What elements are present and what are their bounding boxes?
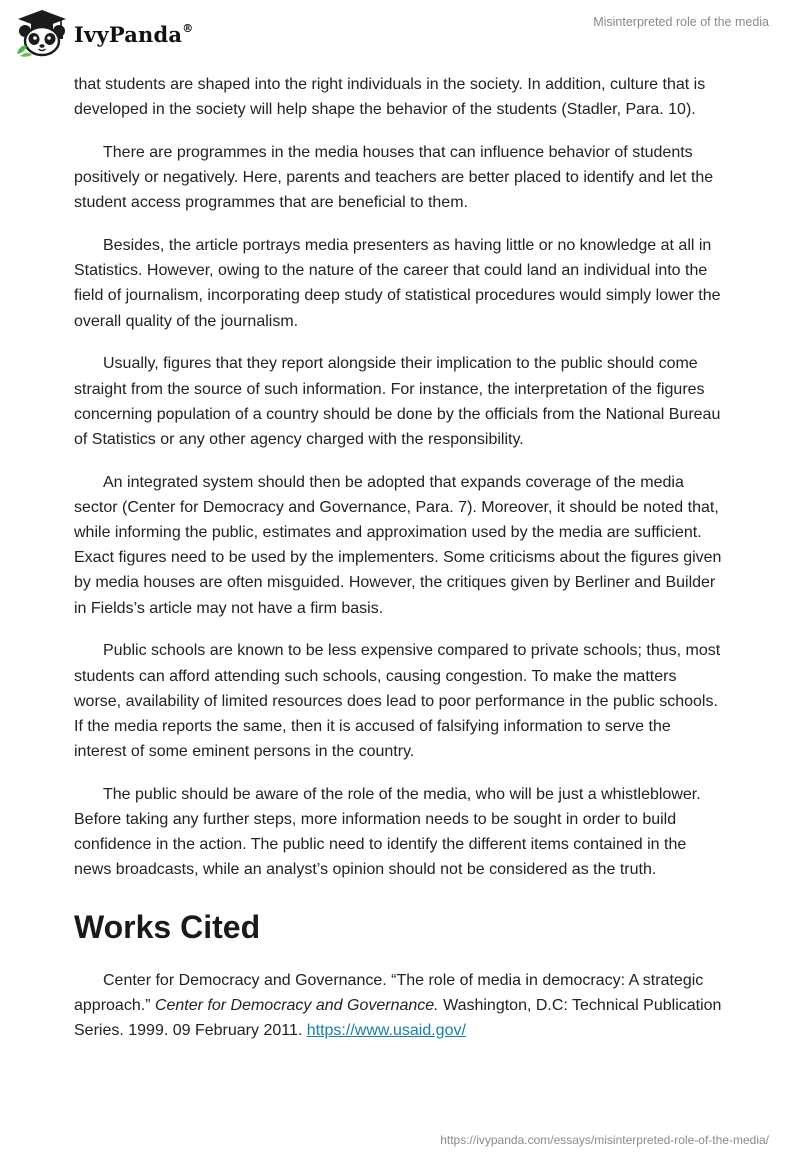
- citation-text-1: Center for Democracy and Governance. “The role of media in democracy: A strategic approach.”: [74, 971, 704, 1014]
- citation-link[interactable]: https://www.usaid.gov/: [306, 1022, 466, 1040]
- citation-text-2: Washington, D.C: Technical Publication Series. 1999. 09 February 2011.: [74, 996, 722, 1040]
- header-page-title: Misinterpreted role of the media: [593, 15, 769, 29]
- works-cited-heading: Works Cited: [74, 908, 261, 945]
- site-logo[interactable]: [14, 8, 193, 58]
- paragraph-6: Public schools are known to be less expensive compared to private schools; thus, most students can afford attending such schools, causing congestion. To make the matters worse, availability of limited resources does lead to poor performance in the public schools. If the media reports the same, then it is accused of falsifying information to serve the interest of some eminent persons in the country.: [74, 642, 721, 761]
- article-body: [74, 72, 724, 1043]
- paragraph-7: The public should be aware of the role of the media, who will be just a whistleblower. Before taking any further steps, more information needs to be sought in order to build confidence in the action. The public need to identify the different items contained in the news broadcasts, while an analyst’s opinion should not be considered as the truth.: [74, 785, 701, 879]
- paragraph-1: that students are shaped into the right individuals in the society. In addition, culture that is developed in the society will help shape the behavior of the students (Stadler, Para. 10).: [74, 76, 706, 119]
- paragraph-4: Usually, figures that they report alongside their implication to the public should come straight from the source of such information. For instance, the interpretation of the figures concerning population of a country should be done by the officials from the National Bureau of Statistics or any other agency charged with the responsibility.: [74, 355, 721, 448]
- paragraph-3: Besides, the article portrays media presenters as having little or no knowledge at all in Statistics. However, owing to the nature of the career that could land an individual into the field of journalism, incorporating deep study of statistical procedures would simply lower the overall quality of the journalism.: [74, 237, 721, 330]
- footer-source-url: https://ivypanda.com/essays/misinterpreted-role-of-the-media/: [440, 1133, 769, 1147]
- paragraph-5: An integrated system should then be adopted that expands coverage of the media sector (Center for Democracy and Governance, Para. 7). Moreover, it should be noted that, while informing the public, estimates and approximation used by the media are sufficient. Exact figures need to be used by the implementers. Some criticisms about the figures given by media houses are often misguided. However, the critiques given by Berliner and Builder in Fields’s article may not have a firm basis.: [74, 473, 722, 617]
- citation-entry: [74, 968, 724, 1044]
- page-header: [0, 0, 800, 68]
- registered-mark: ®: [182, 21, 194, 35]
- paragraph-2: There are programmes in the media houses that can influence behavior of students positively or negatively. Here, parents and teachers are better placed to identify and let the student access programmes that are beneficial to them.: [74, 143, 714, 212]
- panda-graduate-icon: [14, 8, 70, 58]
- citation-source-title: Center for Democracy and Governance.: [154, 996, 439, 1014]
- logo-wordmark: IvyPanda®: [74, 21, 194, 47]
